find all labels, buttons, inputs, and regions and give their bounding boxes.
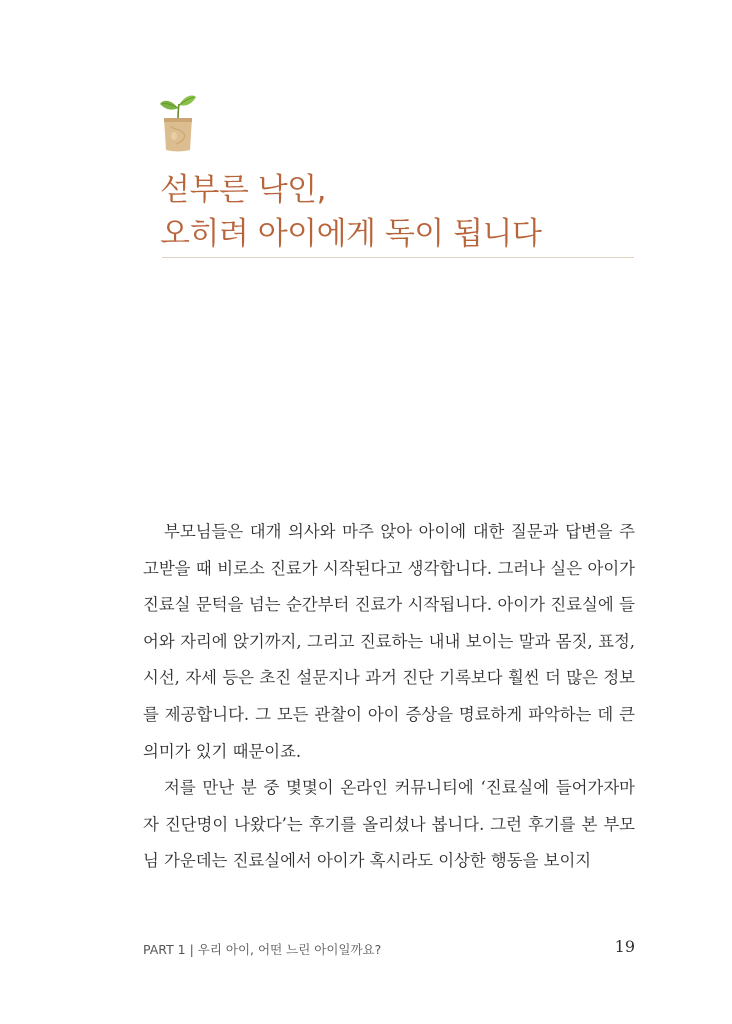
running-footer: PART 1 | 우리 아이, 어떤 느린 아이일까요? [143, 942, 382, 957]
title-divider [162, 257, 634, 258]
body-text [143, 514, 635, 880]
chapter-title-line-2: 오히려 아이에게 독이 됩니다 [160, 216, 542, 252]
chapter-title-line-1: 섣부른 낙인, [160, 172, 326, 208]
paragraph-2: 저를 만난 분 중 몇몇이 온라인 커뮤니티에 ‘진료실에 들어가자마자 진단명이 나왔다’는 후기를 올리셨나 봅니다. 그런 후기를 본 부모님 가운데는 진료실에서 아이가 혹시라도 이상한 행동을 보이지 [143, 778, 635, 871]
page-number: 19 [614, 937, 635, 956]
sprout-in-pot-icon [158, 92, 198, 154]
chapter-title [160, 168, 640, 256]
paragraph-1: 부모님들은 대개 의사와 마주 앉아 아이에 대한 질문과 답변을 주고받을 때 비로소 진료가 시작된다고 생각합니다. 그러나 실은 아이가 진료실 문턱을 넘는 순간부터 진료가 시작됩니다. 아이가 진료실에 들어와 자리에 앉기까지, 그리고 진료하는 내내 보이는 말과 몸짓, 표정, 시선, 자세 등은 초진 설문지나 과거 진단 기록보다 훨씬 더 많은 정보를 제공합니다. 그 모든 관찰이 아이 증상을 명료하게 파악하는 데 큰 의미가 있기 때문이죠. [143, 522, 635, 761]
